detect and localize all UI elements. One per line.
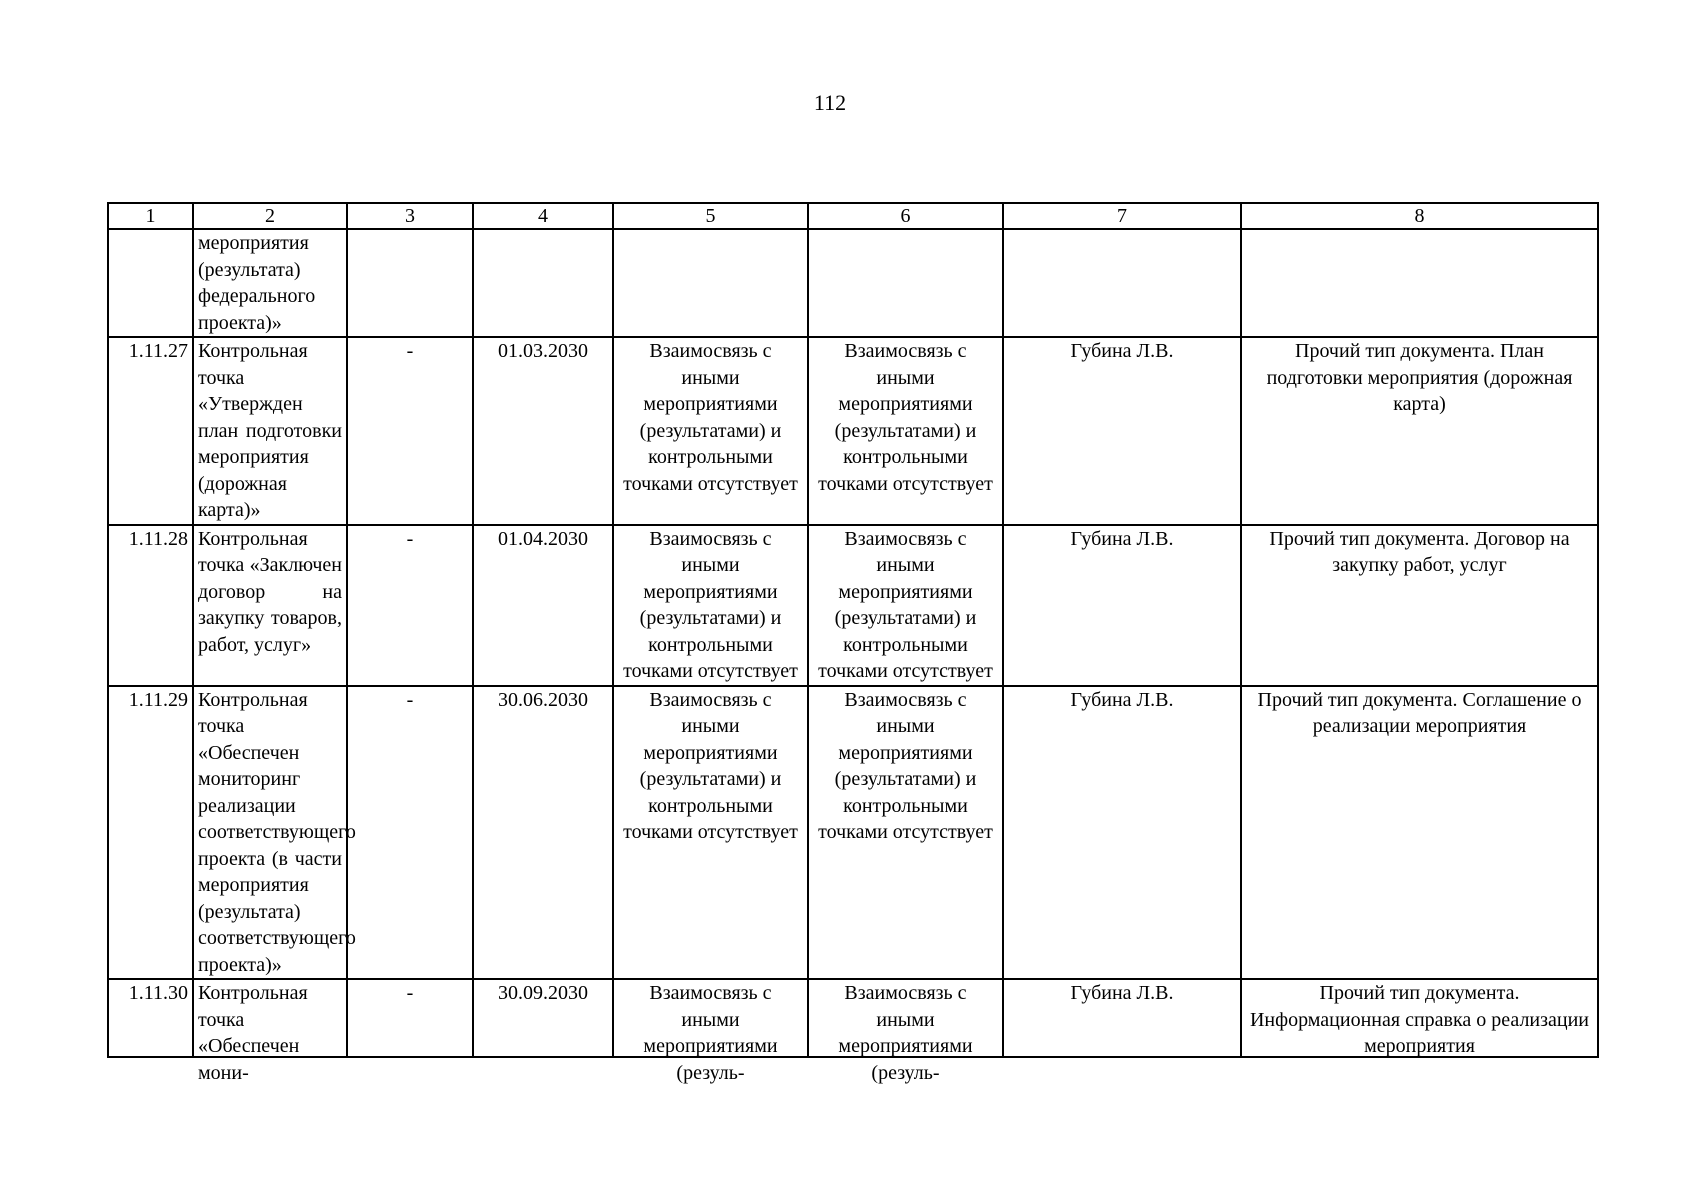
header-col-8: 8 — [1241, 203, 1598, 229]
cell-col6: Взаимосвязь с иными мероприятиями (результатами) и контрольными точками отсутствует — [808, 337, 1003, 525]
header-col-3: 3 — [347, 203, 473, 229]
header-col-7: 7 — [1003, 203, 1241, 229]
cell-date: 30.06.2030 — [473, 686, 613, 980]
cell-col5-text: Взаимосвязь с иными мероприятиями (резуль- — [643, 982, 778, 1084]
cell-name: мероприятия (результата) федерального проекта)» — [193, 229, 347, 337]
cell-document — [1241, 229, 1598, 337]
cell-document: Прочий тип документа. План подготовки мероприятия (дорожная карта) — [1241, 337, 1598, 525]
cell-col6: Взаимосвязь с иными мероприятиями (результатами) и контрольными точками отсутствует — [808, 686, 1003, 980]
header-col-5: 5 — [613, 203, 808, 229]
cell-col5 — [613, 979, 808, 1084]
cell-col3 — [347, 229, 473, 337]
page-number: 112 — [813, 90, 847, 115]
schedule-table — [107, 202, 1599, 1084]
table-row — [108, 686, 1598, 980]
cell-num: 1.11.29 — [108, 686, 193, 980]
cell-responsible-text: Губина Л.В. — [1070, 982, 1174, 1004]
cell-date: 01.03.2030 — [473, 337, 613, 525]
table-row — [108, 979, 1598, 1057]
header-col-2: 2 — [193, 203, 347, 229]
cell-num — [108, 979, 193, 1057]
cell-responsible: Губина Л.В. — [1003, 337, 1241, 525]
cell-date-text: 30.09.2030 — [498, 982, 588, 1004]
cell-document — [1241, 979, 1598, 1057]
cell-date — [473, 979, 613, 1057]
cell-col3-text: - — [406, 982, 414, 1004]
cell-responsible: Губина Л.В. — [1003, 686, 1241, 980]
cell-responsible — [1003, 979, 1241, 1057]
cell-col6 — [808, 229, 1003, 337]
cell-col3: - — [347, 337, 473, 525]
cell-col3: - — [347, 525, 473, 686]
cell-col5: Взаимосвязь с иными мероприятиями (результатами) и контрольными точками отсутствует — [613, 686, 808, 980]
cell-num-text: 1.11.30 — [128, 982, 188, 1004]
cell-name: Контрольная точка «Обеспечен мониторинг реализации соответствующего проекта (в части мероприятия (результата) соответствующего проекта)» — [193, 686, 347, 980]
cell-name — [193, 979, 347, 1084]
cell-num: 1.11.27 — [108, 337, 193, 525]
cell-name: Контрольная точка «Заключен договор на закупку товаров, работ, услуг» — [193, 525, 347, 686]
table-row — [108, 525, 1598, 686]
cell-document: Прочий тип документа. Договор на закупку работ, услуг — [1241, 525, 1598, 686]
cell-col5 — [613, 229, 808, 337]
cell-date: 01.04.2030 — [473, 525, 613, 686]
cell-document-text: Прочий тип документа. Информационная справка о реализации мероприятия — [1249, 982, 1590, 1057]
cell-col3: - — [347, 686, 473, 980]
header-col-1: 1 — [108, 203, 193, 229]
cell-responsible — [1003, 229, 1241, 337]
cell-col5: Взаимосвязь с иными мероприятиями (результатами) и контрольными точками отсутствует — [613, 337, 808, 525]
cell-document: Прочий тип документа. Соглашение о реализации мероприятия — [1241, 686, 1598, 980]
cell-col6-text: Взаимосвязь с иными мероприятиями (резуль- — [838, 982, 973, 1084]
cell-responsible: Губина Л.В. — [1003, 525, 1241, 686]
cell-name-text: Контрольная точка «Обеспечен мони- — [198, 982, 308, 1084]
cell-col6: Взаимосвязь с иными мероприятиями (результатами) и контрольными точками отсутствует — [808, 525, 1003, 686]
cell-num: 1.11.28 — [108, 525, 193, 686]
cell-date — [473, 229, 613, 337]
table-row-continuation — [108, 229, 1598, 337]
cell-col5: Взаимосвязь с иными мероприятиями (результатами) и контрольными точками отсутствует — [613, 525, 808, 686]
header-col-6: 6 — [808, 203, 1003, 229]
cell-num — [108, 229, 193, 337]
header-row — [108, 203, 1598, 229]
header-col-4: 4 — [473, 203, 613, 229]
cell-name: Контрольная точка «Утвержден план подготовки мероприятия (дорожная карта)» — [193, 337, 347, 525]
cell-col6 — [808, 979, 1003, 1084]
cell-col3 — [347, 979, 473, 1057]
table-row — [108, 337, 1598, 525]
